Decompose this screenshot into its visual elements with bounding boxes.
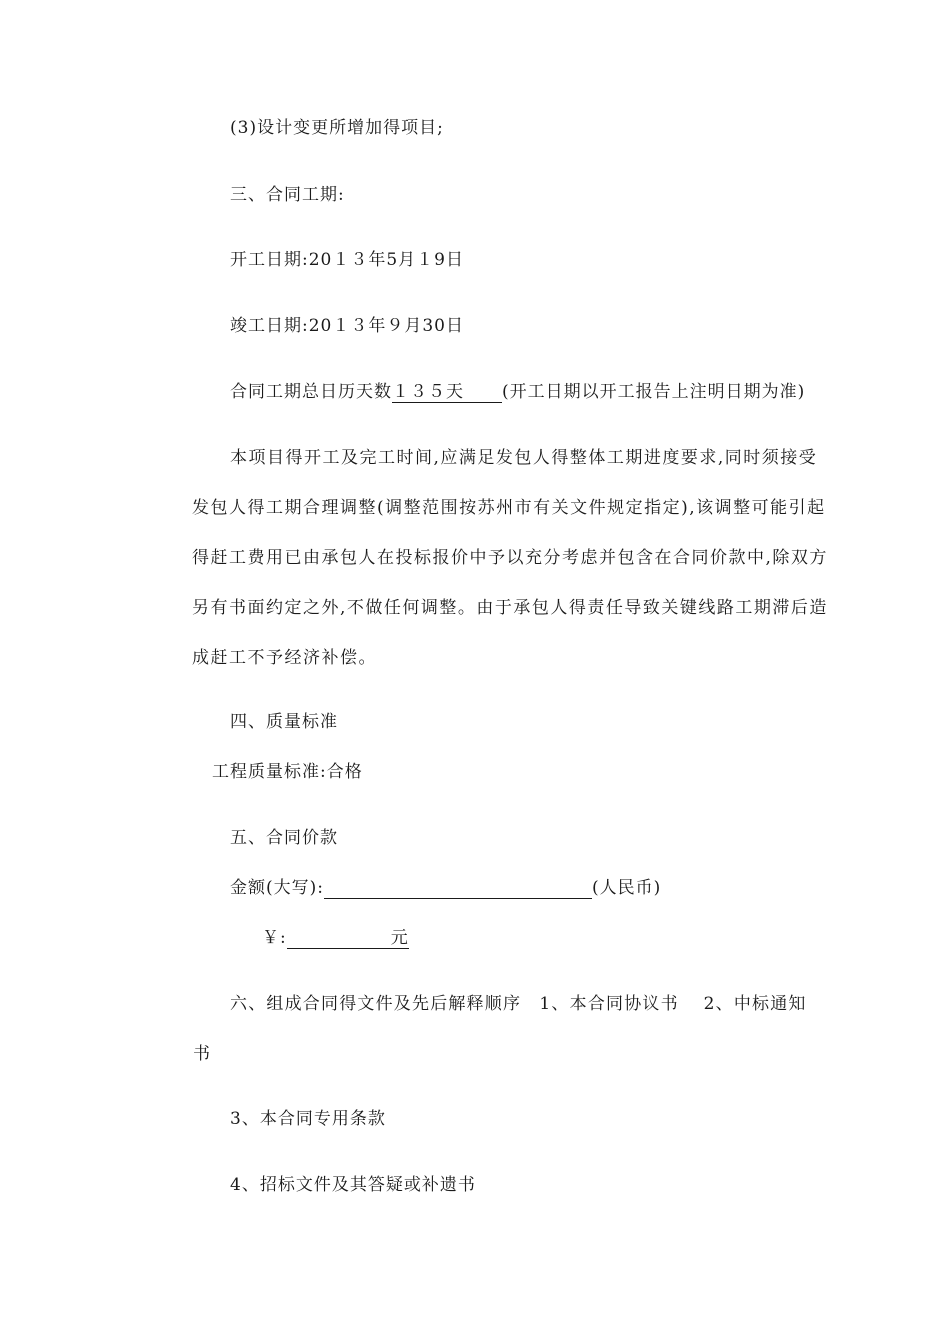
amount-label: 金额(大写): <box>230 878 324 898</box>
section-6-item-4: 4、招标文件及其答疑或补遗书 <box>230 1175 476 1195</box>
section-3-title: 三、合同工期: <box>230 185 345 205</box>
section-6-line: 六、组成合同得文件及先后解释顺序 1、本合同协议书 2、中标通知 <box>230 994 807 1014</box>
paragraph-line: 成赶工不予经济补偿。 <box>192 648 377 668</box>
yen-blank <box>287 928 391 949</box>
paragraph-line: 发包人得工期合理调整(调整范围按苏州市有关文件规定指定),该调整可能引起 <box>192 498 826 518</box>
yen-unit: 元 <box>390 928 409 948</box>
total-days-value: １３５天 <box>392 382 502 403</box>
section-6-line-cont: 书 <box>193 1044 211 1064</box>
paragraph-line: 另有书面约定之外,不做任何调整。由于承包人得责任导致关键线路工期滞后造 <box>192 598 828 618</box>
end-date: 竣工日期:20１３年９月30日 <box>230 316 464 336</box>
amount-unit: (人民币) <box>592 878 662 898</box>
section-4-title: 四、质量标准 <box>230 712 338 732</box>
quality-standard: 工程质量标准:合格 <box>212 762 363 782</box>
paragraph-line: 本项目得开工及完工时间,应满足发包人得整体工期进度要求,同时须接受 <box>230 448 818 468</box>
paragraph-line: 得赶工费用已由承包人在投标报价中予以充分考虑并包含在合同价款中,除双方 <box>192 548 828 568</box>
amount-blank <box>324 878 592 899</box>
total-days-note: (开工日期以开工报告上注明日期为准) <box>502 382 806 402</box>
start-date: 开工日期:20１３年5月１9日 <box>230 250 464 270</box>
yen-line <box>262 927 409 949</box>
total-days-label: 合同工期总日历天数 <box>230 382 392 402</box>
item-design-change: (3)设计变更所增加得项目; <box>230 118 444 138</box>
yen-label: ￥: <box>262 928 287 948</box>
schedule-paragraph <box>192 447 852 677</box>
section-5-title: 五、合同价款 <box>230 828 338 848</box>
section-6-item-3: 3、本合同专用条款 <box>230 1109 386 1129</box>
total-days-line <box>230 381 805 403</box>
amount-line <box>230 877 661 899</box>
